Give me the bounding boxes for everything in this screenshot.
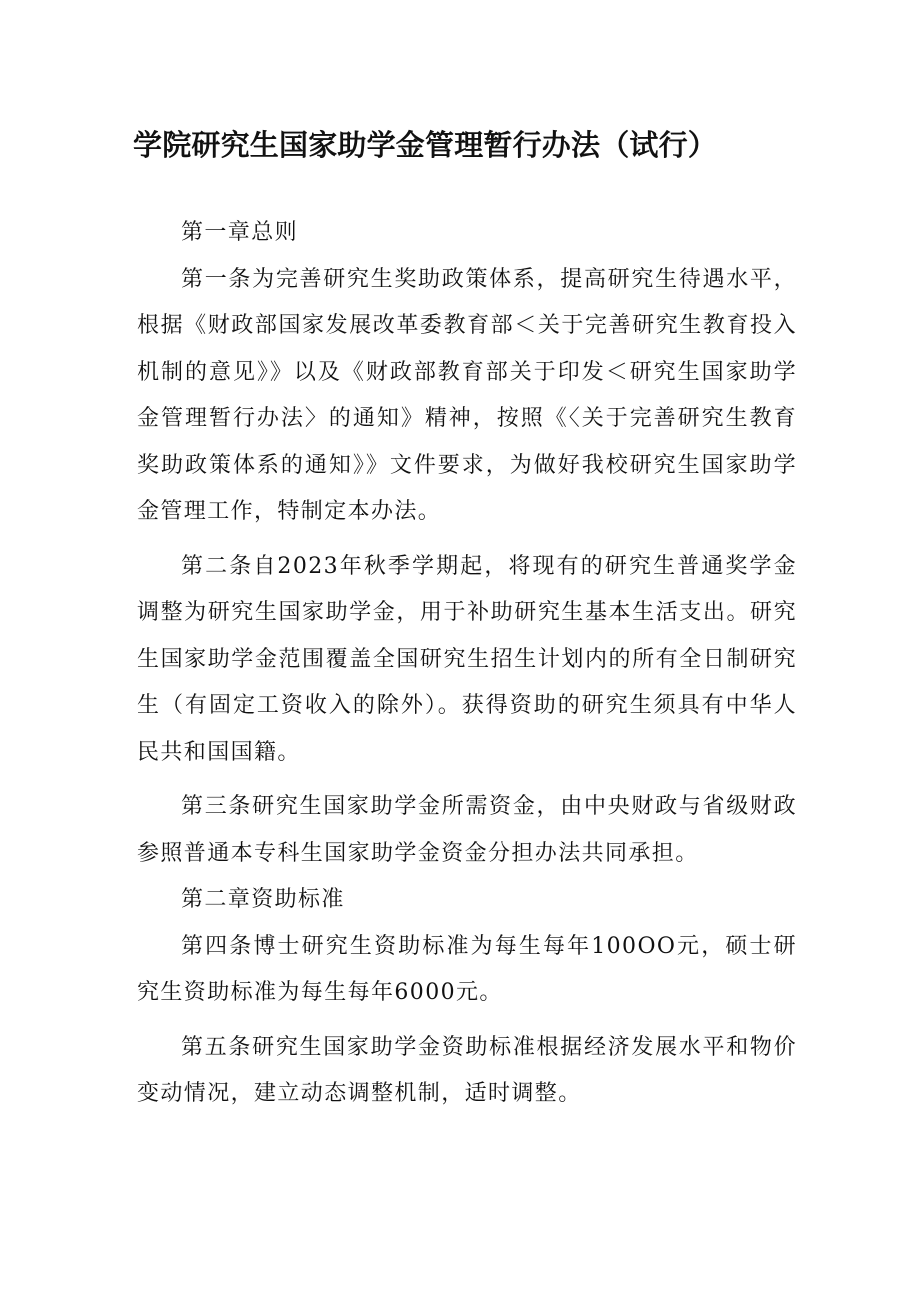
chapter-1-heading: 第一章总则 [181, 220, 299, 245]
document-title: 学院研究生国家助学金管理暂行办法（试行） [133, 128, 718, 162]
article-5: 第五条研究生国家助学金资助标准根据经济发展水平和物价变动情况，建立动态调整机制，适时调整。 [137, 1034, 797, 1106]
article-2: 第二条自2023年秋季学期起，将现有的研究生普通奖学金调整为研究生国家助学金，用于补助研究生基本生活支出。研究生国家助学金范围覆盖全国研究生招生计划内的所有全日制研究生（有固定工资收入的除外）。获得资助的研究生须具有中华人民共和国国籍。 [137, 553, 797, 765]
document-page [133, 120, 797, 1118]
article-3: 第三条研究生国家助学金所需资金，由中央财政与省级财政参照普通本专科生国家助学金资金分担办法共同承担。 [137, 794, 797, 866]
chapter-2-heading: 第二章资助标准 [181, 887, 345, 912]
article-4: 第四条博士研究生资助标准为每生每年100OO元，硕士研究生资助标准为每生每年6000元。 [137, 933, 797, 1005]
article-1: 第一条为完善研究生奖助政策体系，提高研究生待遇水平，根据《财政部国家发展改革委教育部＜关于完善研究生教育投入机制的意见》》以及《财政部教育部关于印发＜研究生国家助学金管理暂行办法〉的通知》精神，按照《〈关于完善研究生教育奖助政策体系的通知》》文件要求，为做好我校研究生国家助学金管理工作，特制定本办法。 [137, 266, 797, 524]
